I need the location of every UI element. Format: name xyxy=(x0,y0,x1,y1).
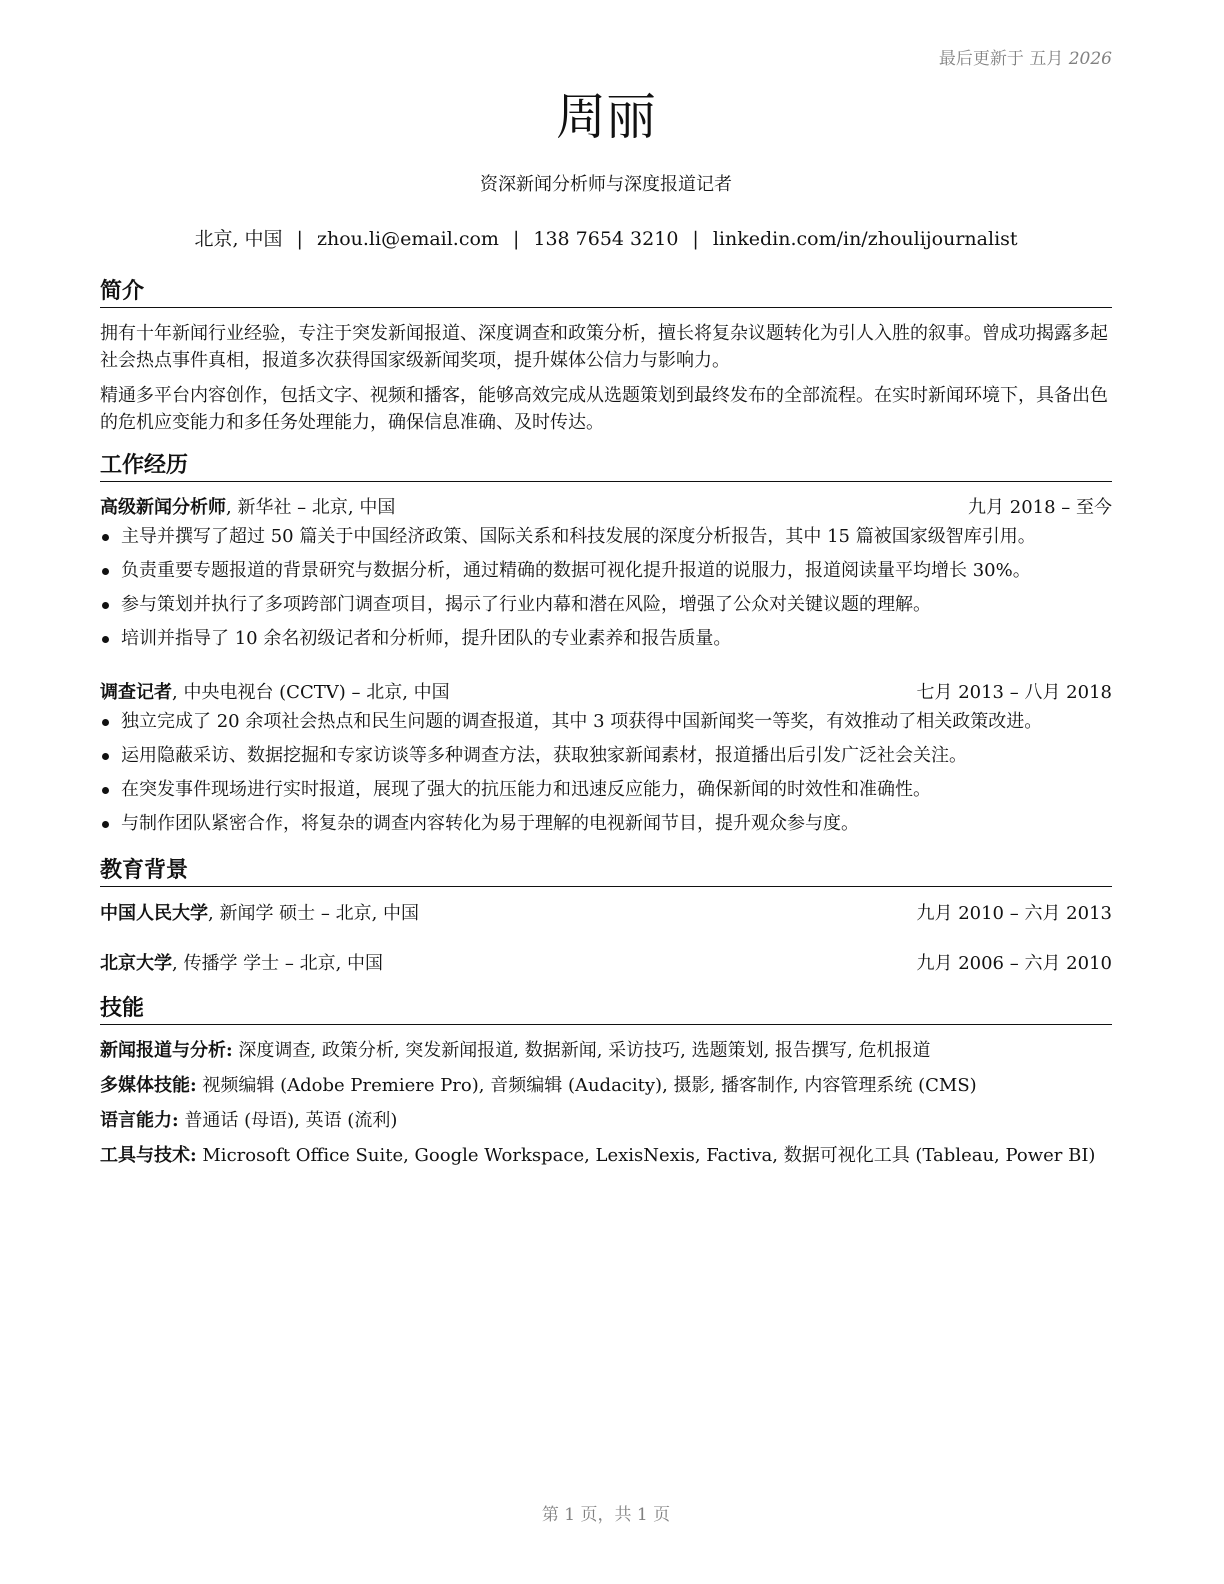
candidate-headline: 资深新闻分析师与深度报道记者 xyxy=(480,174,732,195)
job-org: , 新华社 – 北京, 中国 xyxy=(226,497,396,518)
job-title-line xyxy=(100,495,395,521)
education-degree: , 传播学 学士 – 北京, 中国 xyxy=(172,953,384,974)
job-title-line xyxy=(100,680,450,706)
skill-value: Microsoft Office Suite, Google Workspace, LexisNexis, Factiva, 数据可视化工具 (Tableau, Power BI) xyxy=(196,1145,1096,1166)
candidate-name: 周丽 xyxy=(556,88,656,146)
skill-row xyxy=(100,1038,1112,1064)
skill-row xyxy=(100,1108,1112,1134)
contact-email[interactable]: zhou.li@email.com xyxy=(316,228,499,250)
section-title-education: 教育背景 xyxy=(100,857,1112,887)
contact-separator: | xyxy=(512,228,520,250)
contact-phone: 138 7654 3210 xyxy=(533,228,679,250)
list-item: 独立完成了 20 余项社会热点和民生问题的调查报道，其中 3 项获得中国新闻奖一等奖，有效推动了相关政策改进。 xyxy=(100,707,1112,741)
skill-row xyxy=(100,1143,1112,1169)
page-number: 第 1 页，共 1 页 xyxy=(541,1505,671,1525)
section-title-summary: 简介 xyxy=(100,278,1112,308)
skill-row xyxy=(100,1073,1112,1099)
job-dates: 九月 2018 – 至今 xyxy=(968,497,1112,518)
job-bullets xyxy=(100,707,1112,843)
education-school-line xyxy=(100,951,383,977)
skill-label: 语言能力: xyxy=(100,1110,179,1131)
list-item: 负责重要专题报道的背景研究与数据分析，通过精确的数据可视化提升报道的说服力，报道阅读量平均增长 30%。 xyxy=(100,556,1112,590)
section-title-skills: 技能 xyxy=(100,995,1112,1025)
contact-separator: | xyxy=(692,228,699,250)
list-item: 主导并撰写了超过 50 篇关于中国经济政策、国际关系和科技发展的深度分析报告，其中 15 篇被国家级智库引用。 xyxy=(100,522,1112,556)
skill-value: 普通话 (母语), 英语 (流利) xyxy=(178,1110,398,1131)
education-item xyxy=(100,951,1112,977)
education-degree: , 新闻学 硕士 – 北京, 中国 xyxy=(208,903,420,924)
contact-separator: | xyxy=(296,228,303,250)
skill-value: 深度调查, 政策分析, 突发新闻报道, 数据新闻, 采访技巧, 选题策划, 报告撰写, 危机报道 xyxy=(232,1040,931,1061)
list-item: 参与策划并执行了多项跨部门调查项目，揭示了行业内幕和潜在风险，增强了公众对关键议题的理解。 xyxy=(100,590,1112,624)
list-item: 与制作团队紧密合作，将复杂的调查内容转化为易于理解的电视新闻节目，提升观众参与度。 xyxy=(100,809,1112,843)
resume-page xyxy=(100,0,1112,1584)
skill-label: 工具与技术: xyxy=(100,1145,197,1166)
education-school: 中国人民大学 xyxy=(100,903,208,924)
job-org: , 中央电视台 (CCTV) – 北京, 中国 xyxy=(172,682,450,703)
skill-value: 视频编辑 (Adobe Premiere Pro), 音频编辑 (Audacity), 摄影, 播客制作, 内容管理系统 (CMS) xyxy=(196,1075,977,1096)
job-header xyxy=(100,495,1112,521)
education-school-line xyxy=(100,901,419,927)
section-title-experience: 工作经历 xyxy=(100,452,1112,482)
job-role: 调查记者 xyxy=(100,682,172,703)
education-item xyxy=(100,901,1112,927)
education-dates: 九月 2010 – 六月 2013 xyxy=(916,903,1112,924)
summary-paragraph: 精通多平台内容创作，包括文字、视频和播客，能够高效完成从选题策划到最终发布的全部流程。在实时新闻环境下，具备出色的危机应变能力和多任务处理能力，确保信息准确、及时传达。 xyxy=(100,385,1108,433)
education-school: 北京大学 xyxy=(100,953,172,974)
job-role: 高级新闻分析师 xyxy=(100,497,226,518)
contact-location: 北京, 中国 xyxy=(194,228,283,250)
list-item: 在突发事件现场进行实时报道，展现了强大的抗压能力和迅速反应能力，确保新闻的时效性和准确性。 xyxy=(100,775,1112,809)
education-dates: 九月 2006 – 六月 2010 xyxy=(916,953,1112,974)
job-dates: 七月 2013 – 八月 2018 xyxy=(916,682,1112,703)
list-item: 培训并指导了 10 余名初级记者和分析师，提升团队的专业素养和报告质量。 xyxy=(100,624,1112,658)
job-bullets xyxy=(100,522,1112,658)
skill-label: 新闻报道与分析: xyxy=(100,1040,233,1061)
summary-paragraph: 拥有十年新闻行业经验，专注于突发新闻报道、深度调查和政策分析，擅长将复杂议题转化为引人入胜的叙事。曾成功揭露多起社会热点事件真相，报道多次获得国家级新闻奖项，提升媒体公信力与影响力。 xyxy=(100,323,1108,371)
job-header xyxy=(100,680,1112,706)
contact-line xyxy=(100,224,1112,251)
list-item: 运用隐蔽采访、数据挖掘和专家访谈等多种调查方法，获取独家新闻素材，报道播出后引发广泛社会关注。 xyxy=(100,741,1112,775)
last-updated: 最后更新于 五月 2026 xyxy=(938,49,1112,69)
skill-label: 多媒体技能: xyxy=(100,1075,197,1096)
contact-linkedin[interactable]: linkedin.com/in/zhoulijournalist xyxy=(712,228,1018,250)
